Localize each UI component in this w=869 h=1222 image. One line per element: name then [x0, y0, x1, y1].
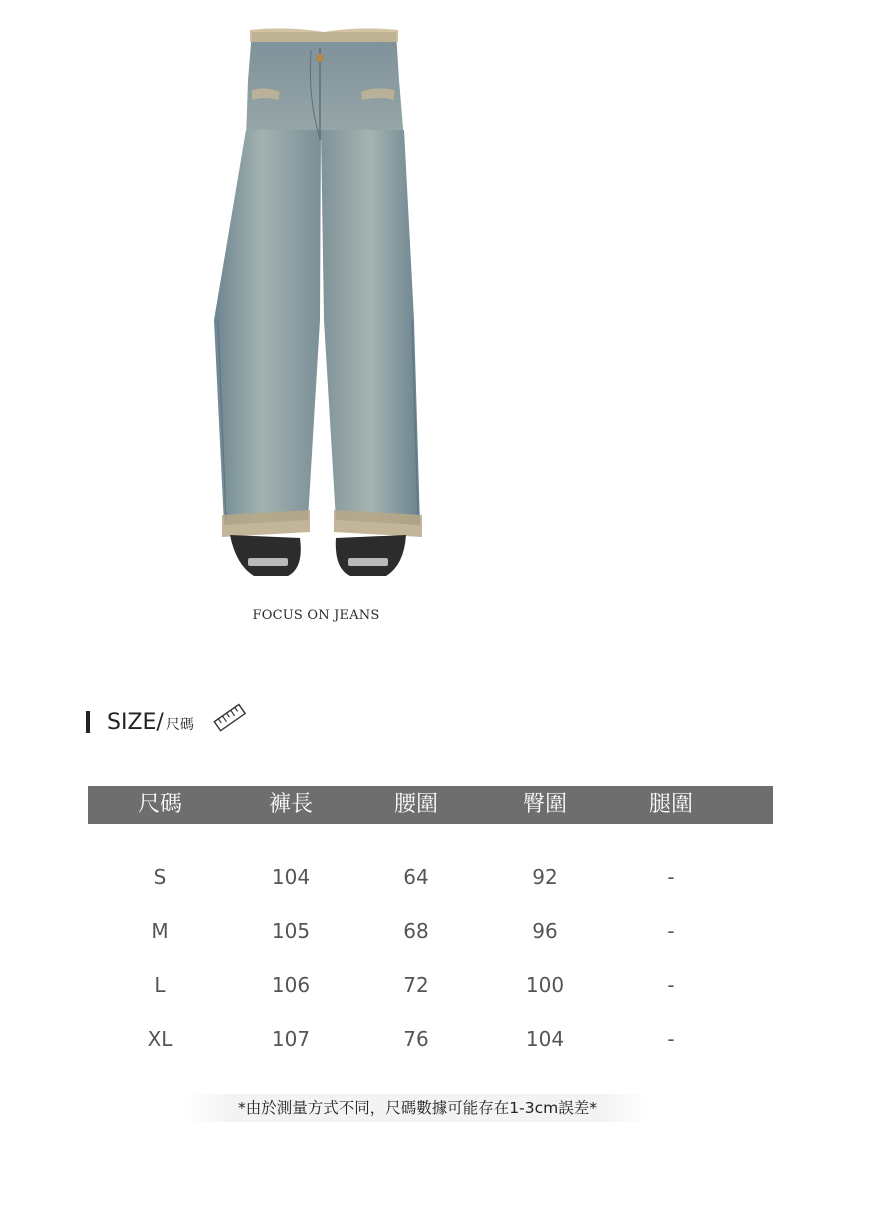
table-row — [88, 904, 773, 958]
cell-thigh: - — [667, 865, 675, 889]
measurement-note: *由於測量方式不同，尺碼數據可能存在1-3cm誤差* — [185, 1094, 650, 1122]
cell-size: S — [153, 865, 167, 889]
cell-hip: 96 — [532, 919, 558, 943]
cell-length: 105 — [271, 919, 311, 943]
size-title-en: SIZE/ — [107, 709, 164, 735]
jeans-illustration — [196, 20, 446, 605]
cell-thigh: - — [667, 919, 675, 943]
cell-thigh: - — [667, 973, 675, 997]
cell-length: 107 — [271, 1027, 311, 1051]
cell-hip: 104 — [525, 1027, 565, 1051]
header-waist: 腰圍 — [393, 792, 438, 817]
cell-length: 104 — [271, 865, 311, 889]
table-header — [88, 786, 773, 824]
header-thigh: 腿圍 — [648, 792, 693, 817]
size-title-zh: 尺碼 — [165, 716, 194, 733]
cell-waist: 76 — [403, 1027, 429, 1051]
cell-hip: 100 — [525, 973, 565, 997]
product-caption: FOCUS ON JEANS — [252, 608, 380, 623]
cell-hip: 92 — [532, 865, 558, 889]
size-section-heading — [86, 705, 248, 739]
cell-waist: 72 — [403, 973, 429, 997]
product-image — [196, 20, 446, 635]
size-table — [88, 786, 773, 1051]
heading-marker — [86, 711, 90, 733]
cell-size: L — [154, 973, 166, 997]
table-row — [88, 958, 773, 1012]
table-row — [88, 850, 773, 904]
cell-length: 106 — [271, 973, 311, 997]
cell-waist: 64 — [403, 865, 429, 889]
cell-size: M — [151, 919, 169, 943]
table-row — [88, 1012, 773, 1066]
cell-thigh: - — [667, 1027, 675, 1051]
cell-waist: 68 — [403, 919, 429, 943]
cell-size: XL — [147, 1027, 173, 1051]
ruler-icon — [212, 703, 248, 737]
header-hip: 臀圍 — [522, 792, 567, 817]
header-length: 褲長 — [268, 792, 313, 817]
header-size: 尺碼 — [137, 792, 182, 817]
